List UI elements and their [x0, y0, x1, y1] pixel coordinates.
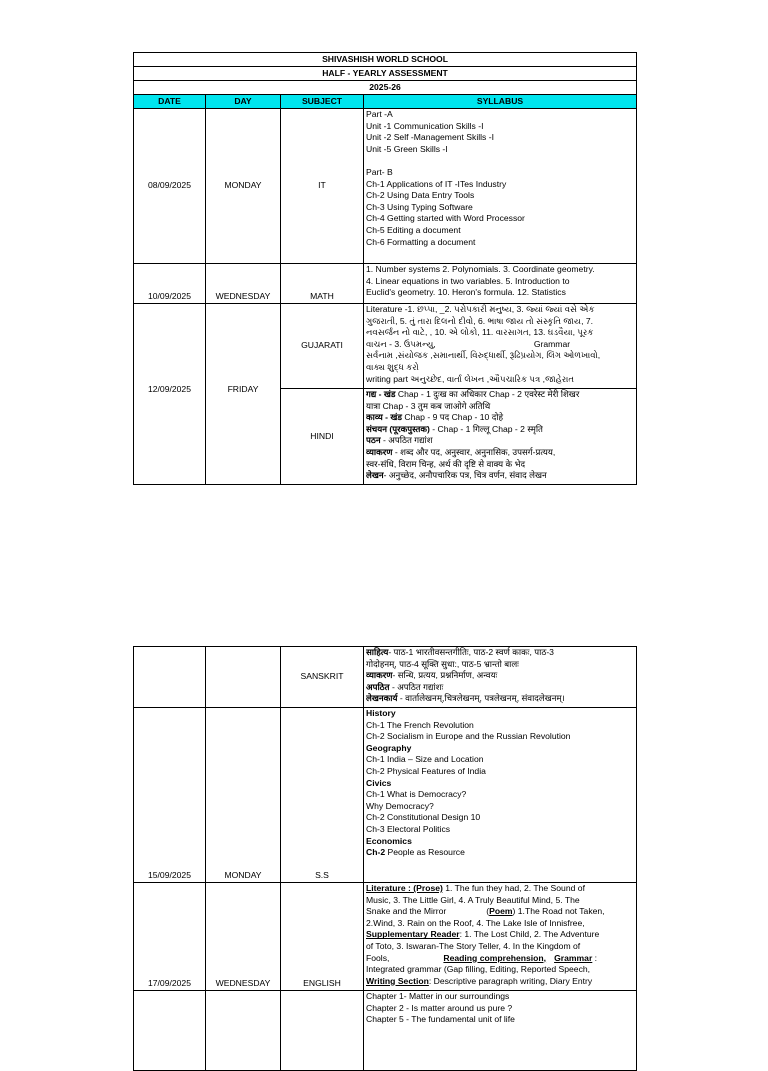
syllabus-line: Ch-4 Getting started with Word Processor	[366, 213, 525, 224]
syllabus-line: Ch-3 Using Typing Software	[366, 201, 473, 212]
table-row-math	[134, 264, 637, 304]
exam-date: 10/09/2025	[134, 264, 206, 304]
syllabus-line	[366, 339, 634, 351]
syllabus-line: Unit -2 Self -Management Skills -I	[366, 132, 494, 143]
syllabus-line: Part -A	[366, 109, 393, 119]
syllabus-line: 1. Number systems 2. Polynomials. 3. Coordinate geometry.	[366, 264, 595, 274]
header-row-school	[134, 53, 637, 67]
section-heading: Grammar	[554, 952, 593, 963]
section-heading: Reading comprehension,	[443, 952, 547, 963]
syllabus-text: : Descriptive paragraph writing, Diary Entry	[428, 975, 593, 986]
syllabus-line	[366, 424, 634, 436]
syllabus-line: Ch-2 Using Data Entry Tools	[366, 190, 475, 201]
exam-subject: HINDI	[281, 389, 364, 485]
section-heading: साहित्य	[366, 647, 389, 657]
column-header-syllabus: SYLLABUS	[364, 95, 637, 109]
syllabus-line	[366, 647, 634, 659]
exam-date	[134, 991, 206, 1071]
syllabus-text: - अपठित गद्यांशः	[389, 681, 444, 692]
syllabus-text: - वार्तालेखनम्,चित्रलेखनम्, पत्रलेखनम्, संवादलेखनम्।	[397, 693, 565, 704]
section-heading: काव्य - खंड	[366, 412, 403, 423]
exam-schedule-table-page-1	[133, 52, 637, 485]
syllabus-line: ગુજરાતી, 5. તું તારા દિલનો દીવો, 6. ભાષા જાય તો સંસ્કૃતિ જાય, 7.	[366, 315, 594, 326]
exam-subject: S.S	[281, 708, 364, 883]
table-row-science	[134, 991, 637, 1071]
syllabus-line	[366, 847, 634, 859]
exam-date: 12/09/2025	[134, 304, 206, 485]
exam-title: HALF - YEARLY ASSESSMENT	[134, 67, 637, 81]
syllabus-line	[366, 682, 634, 694]
exam-day: MONDAY	[206, 109, 281, 264]
chapter-number: Ch-2	[366, 847, 386, 858]
syllabus-text: - Chap - 1 गिल्लू Chap - 2 स्मृति	[429, 423, 543, 434]
section-heading: संचयन (पूरकपुस्तक)	[366, 423, 430, 434]
syllabus-text: Chap - 1 दुःख का अधिकार Chap - 2 एवरेस्ट मेरी शिखर	[395, 389, 580, 399]
exam-schedule-table-page-2	[133, 646, 637, 1071]
syllabus-text: - शब्द और पद, अनुस्वार, अनुनासिक, उपसर्ग-प्रत्यय,	[392, 446, 556, 457]
section-heading: Geography	[366, 742, 412, 753]
syllabus-line	[366, 976, 634, 988]
syllabus-line: 4. Linear equations in two variables. 5. Introduction to	[366, 275, 570, 286]
syllabus-line: Ch-3 Electoral Politics	[366, 823, 451, 834]
syllabus-line: Integrated grammar (Gap filling, Editing, Reported Speech,	[366, 964, 591, 975]
syllabus-text: - अपठित गद्यांश	[380, 435, 433, 446]
syllabus-cell	[364, 883, 637, 991]
header-row-year	[134, 81, 637, 95]
syllabus-text: ) 1.The Road not Taken,	[512, 906, 605, 917]
syllabus-cell	[364, 304, 637, 389]
syllabus-line: Snake and the Mirror (Poem) 1.The Road not Taken,	[366, 906, 605, 917]
section-heading: Civics	[366, 777, 392, 788]
syllabus-line: Unit -5 Green Skills -I	[366, 143, 448, 154]
grammar-label: Grammar	[533, 338, 571, 349]
section-heading: लेखनकार्य	[366, 693, 398, 704]
syllabus-line	[366, 883, 634, 895]
syllabus-line	[366, 693, 634, 705]
column-header-row	[134, 95, 637, 109]
exam-day	[206, 991, 281, 1071]
academic-year: 2025-26	[134, 81, 637, 95]
syllabus-line: Why Democracy?	[366, 800, 434, 811]
exam-date	[134, 647, 206, 708]
syllabus-text: Snake and the Mirror	[366, 906, 447, 917]
syllabus-line: 2.Wind, 3. Rain on the Roof, 4. The Lake Isle of Innisfree,	[366, 917, 585, 928]
section-heading: व्याकरण	[366, 670, 393, 681]
syllabus-cell	[364, 991, 637, 1071]
syllabus-text: : 1. The Lost Child, 2. The Adventure	[459, 929, 600, 940]
column-header-subject: SUBJECT	[281, 95, 364, 109]
section-heading: गद्य - खंड	[366, 389, 396, 399]
section-heading: पठन	[366, 435, 381, 446]
exam-day	[206, 647, 281, 708]
table-row-sanskrit	[134, 647, 637, 708]
exam-subject: IT	[281, 109, 364, 264]
blank-line	[366, 155, 634, 167]
syllabus-line	[366, 412, 634, 424]
syllabus-line: यात्रा Chap - 3 तुम कब जाओगे अतिथि	[366, 400, 491, 411]
syllabus-line: Ch-6 Formatting a document	[366, 236, 476, 247]
syllabus-line: Chapter 5 - The fundamental unit of life	[366, 1014, 515, 1025]
exam-date: 15/09/2025	[134, 708, 206, 883]
syllabus-cell	[364, 109, 637, 264]
school-name: SHIVASHISH WORLD SCHOOL	[134, 53, 637, 67]
column-header-day: DAY	[206, 95, 281, 109]
syllabus-line: Ch-2 Constitutional Design 10	[366, 812, 481, 823]
syllabus-line: Ch-5 Editing a document	[366, 224, 461, 235]
syllabus-cell	[364, 647, 637, 708]
syllabus-line: નવસર્જન નો વાટે, , 10. એ લોકો, 11. વારસાગત, 13. ઘડવૈયા, પૂરક	[366, 327, 594, 338]
table-row-social-studies	[134, 708, 637, 883]
syllabus-cell	[364, 264, 637, 304]
exam-date: 17/09/2025	[134, 883, 206, 991]
section-heading: Economics	[366, 835, 412, 846]
syllabus-line: Ch-1 Applications of IT -ITes Industry	[366, 178, 507, 189]
exam-subject: SANSKRIT	[281, 647, 364, 708]
syllabus-line: गोदोहनम्, पाठ-4 सूक्ति सुधा:, पाठ-5 भ्रान्तो बालः	[366, 658, 519, 669]
syllabus-line	[366, 953, 634, 965]
syllabus-line: writing part અનુચ્છેદ, વાર્તા લેખન ,ઔપચારિક પત્ર ,જાહેરાત	[366, 373, 575, 384]
syllabus-line: Unit -1 Communication Skills -I	[366, 120, 484, 131]
syllabus-text: 1. The fun they had, 2. The Sound of	[442, 883, 585, 893]
syllabus-line	[366, 447, 634, 459]
exam-day: WEDNESDAY	[206, 264, 281, 304]
syllabus-line: Ch-2 Physical Features of India	[366, 765, 486, 776]
section-heading: व्याकरण	[366, 446, 393, 457]
syllabus-line: of Toto, 3. Iswaran-The Story Teller, 4. In the Kingdom of	[366, 940, 581, 951]
section-heading: Literature : (Prose)	[366, 883, 443, 893]
exam-subject: MATH	[281, 264, 364, 304]
section-heading: Writing Section	[366, 975, 429, 986]
syllabus-line: Literature -1. છપ્પા, _2. પરોપકારી મનુષ્ય, 3. જ્યાં જ્યાં વસે એક	[366, 304, 595, 314]
table-row-gujarati	[134, 304, 637, 389]
syllabus-line: Ch-1 What is Democracy?	[366, 789, 467, 800]
syllabus-line: Part- B	[366, 166, 393, 177]
syllabus-text: વાચન - 3. ઉપમન્યુ,	[366, 338, 436, 349]
exam-day: WEDNESDAY	[206, 883, 281, 991]
syllabus-line	[366, 670, 634, 682]
syllabus-line: Chapter 2 - Is matter around us pure ?	[366, 1002, 513, 1013]
header-row-exam	[134, 67, 637, 81]
syllabus-line: Music, 3. The Little Girl, 4. A Truly Beautiful Mind, 5. The	[366, 894, 580, 905]
syllabus-cell	[364, 708, 637, 883]
syllabus-text: :	[592, 952, 598, 963]
exam-subject	[281, 991, 364, 1071]
table-row-english	[134, 883, 637, 991]
syllabus-line: Ch-2 Socialism in Europe and the Russian Revolution	[366, 731, 571, 742]
syllabus-cell	[364, 389, 637, 485]
syllabus-line: Chapter 1- Matter in our surroundings	[366, 991, 510, 1001]
syllabus-line: Euclid's geometry. 10. Heron's formula. 12. Statistics	[366, 287, 566, 298]
section-heading: Supplementary Reader	[366, 929, 460, 940]
syllabus-text: - अनुच्छेद, अनौपचारिक पत्र, चित्र वर्णन, संवाद लेखन	[383, 470, 547, 481]
syllabus-line	[366, 470, 634, 482]
syllabus-line: Ch-1 India – Size and Location	[366, 754, 484, 765]
syllabus-line: સર્વનામ ,સંયોજક ,સમાનાર્થી, વિરુદ્ધાર્થી, રૂઢિપ્રયોગ, લિંગ ઓળખાવો,	[366, 350, 601, 361]
table-row-it	[134, 109, 637, 264]
syllabus-line	[366, 929, 634, 941]
exam-subject: GUJARATI	[281, 304, 364, 389]
exam-day: MONDAY	[206, 708, 281, 883]
section-heading: लेखन	[366, 470, 384, 481]
syllabus-line	[366, 435, 634, 447]
syllabus-line: Ch-1 The French Revolution	[366, 719, 474, 730]
syllabus-text: - पाठ-1 भारतीवसन्तगीतिः, पाठ-2 स्वर्ण काकः, पाठ-3	[388, 647, 554, 657]
section-heading: Poem	[489, 906, 513, 917]
column-header-date: DATE	[134, 95, 206, 109]
exam-subject: ENGLISH	[281, 883, 364, 991]
syllabus-line: स्वर-संधि, विराम चिन्ह, अर्थ की दृष्टि से वाक्य के भेद	[366, 458, 526, 469]
syllabus-text: Chap - 9 पद Chap - 10 दोहे	[402, 412, 504, 423]
exam-day: FRIDAY	[206, 304, 281, 485]
exam-date: 08/09/2025	[134, 109, 206, 264]
syllabus-text: People as Resource	[385, 847, 465, 858]
section-heading: अपठित	[366, 681, 390, 692]
syllabus-text: Fools,	[366, 952, 390, 963]
syllabus-line	[366, 389, 634, 401]
syllabus-text: - सन्धि, प्रत्यय, प्रश्ननिर्माण, अन्वयः	[392, 670, 498, 681]
syllabus-line: વાક્ય શુદ્ધ કરો	[366, 361, 419, 372]
section-heading: History	[366, 708, 396, 718]
